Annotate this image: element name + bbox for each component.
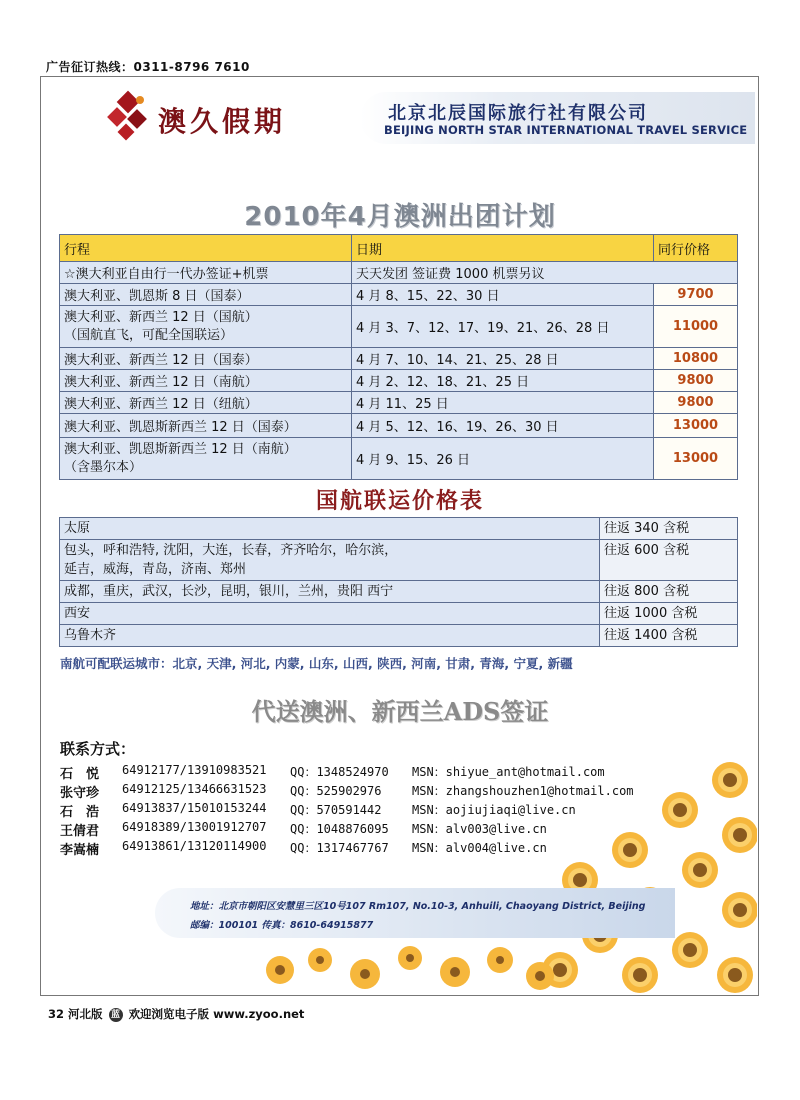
postcode-fax-line: 邮编：100101 传真：8610-64915877: [190, 920, 374, 931]
plan-title: 2010年4月澳洲出团计划: [244, 202, 556, 232]
route-cell: 澳大利亚、凯恩斯新西兰 12 日（国泰）: [60, 414, 352, 438]
cities-cell: 西安: [60, 603, 600, 625]
price-cell: 9700: [654, 284, 738, 306]
price-cell: 13000: [654, 438, 738, 480]
cities-line-1: 包头，呼和浩特, 沈阳，大连，长春，齐齐哈尔，哈尔滨，: [64, 543, 398, 558]
contact-msn: MSN：shiyue_ant@hotmail.com: [412, 765, 605, 779]
logo-diamond-icon: [107, 91, 147, 141]
route-line-1: 澳大利亚、新西兰 12 日（国航）: [64, 309, 258, 325]
page-footer: [48, 1006, 304, 1022]
southern-airlines-note: 南航可配联运城市：北京, 天津, 河北, 内蒙, 山东, 山西, 陕西, 河南, 甘肃, 青海, 宁夏, 新疆: [60, 656, 573, 671]
table-row: [60, 370, 738, 392]
table-row: [60, 306, 738, 348]
dates-cell: 天天发团 签证费 1000 机票另议: [352, 262, 738, 284]
footer-text: 欢迎浏览电子版: [128, 1007, 210, 1021]
table-row: [60, 625, 738, 647]
table-row: [60, 414, 738, 438]
contact-name: 石 悦: [60, 767, 100, 782]
cities-cell: [60, 540, 600, 581]
tour-schedule-table: [59, 234, 738, 480]
contact-phone: 64912125/13466631523: [122, 782, 267, 796]
route-line-2: （含墨尔本）: [64, 459, 143, 475]
contact-qq: QQ：1048876095: [290, 822, 389, 836]
contact-name: 石 浩: [60, 805, 100, 820]
ad-hotline: 广告征订热线：0311-8796 7610: [46, 60, 250, 74]
ads-visa-title: 代送澳洲、新西兰ADS签证: [251, 697, 549, 726]
price-cell: 11000: [654, 306, 738, 348]
edition-label: 河北版: [68, 1007, 103, 1021]
dates-cell: 4 月 7、10、14、21、25、28 日: [352, 348, 654, 370]
contact-label: 联系方式：: [60, 740, 136, 758]
table-row: [60, 262, 738, 284]
contact-phone: 64912177/13910983521: [122, 763, 267, 777]
header-price: 同行价格: [654, 235, 738, 262]
fare-cell: 往返 340 含税: [600, 518, 738, 540]
contact-qq: QQ：525902976: [290, 784, 382, 798]
table-row: [60, 540, 738, 581]
contact-phone: 64918389/13001912707: [122, 820, 267, 834]
price-cell: 10800: [654, 348, 738, 370]
fare-table-title: 国航联运价格表: [315, 489, 484, 514]
route-cell: ☆澳大利亚自由行一代办签证+机票: [60, 262, 352, 284]
table-row: [60, 581, 738, 603]
contact-msn: MSN：alv004@live.cn: [412, 841, 547, 855]
cities-line-2: 延吉，威海，青岛，济南、郑州: [64, 562, 247, 577]
contact-name: 王倩君: [60, 824, 100, 839]
dates-cell: 4 月 9、15、26 日: [352, 438, 654, 480]
route-cell: 澳大利亚、新西兰 12 日（南航）: [60, 370, 352, 392]
dates-cell: 4 月 3、7、12、17、19、21、26、28 日: [352, 306, 654, 348]
dates-cell: 4 月 5、12、16、19、26、30 日: [352, 414, 654, 438]
brand-logo-text: 澳久假期: [158, 105, 287, 138]
price-cell: 13000: [654, 414, 738, 438]
connection-fare-table: [59, 517, 738, 647]
footer-url[interactable]: www.zyoo.net: [213, 1007, 305, 1021]
contact-phone: 64913837/15010153244: [122, 801, 267, 815]
price-cell: 9800: [654, 392, 738, 414]
contact-name: 李嵩楠: [60, 843, 100, 858]
address-line: 地址：北京市朝阳区安慧里三区10号107 Rm107, No.10-3, Anhuili, Chaoyang District, Beijing: [190, 901, 646, 912]
agency-name-cn: 北京北辰国际旅行社有限公司: [388, 103, 648, 124]
route-cell: [60, 306, 352, 348]
route-line-1: 澳大利亚、凯恩斯新西兰 12 日（南航）: [64, 441, 297, 457]
fare-cell: 往返 1400 含税: [600, 625, 738, 647]
cities-cell: 太原: [60, 518, 600, 540]
table-row: [60, 348, 738, 370]
table-row: [60, 518, 738, 540]
table-header-row: [60, 235, 738, 262]
contact-phone: 64913861/13120114900: [122, 839, 267, 853]
route-line-2: （国航直飞，可配全国联运）: [64, 327, 234, 343]
price-cell: 9800: [654, 370, 738, 392]
contact-qq: QQ：1348524970: [290, 765, 389, 779]
fare-cell: 往返 1000 含税: [600, 603, 738, 625]
route-cell: 澳大利亚、新西兰 12 日（国泰）: [60, 348, 352, 370]
contact-msn: MSN：zhangshouzhen1@hotmail.com: [412, 784, 634, 798]
contact-msn: MSN：aojiujiaqi@live.cn: [412, 803, 576, 817]
dates-cell: 4 月 11、25 日: [352, 392, 654, 414]
dates-cell: 4 月 2、12、18、21、25 日: [352, 370, 654, 392]
table-row: [60, 438, 738, 480]
edition-badge: 蓝: [109, 1008, 123, 1022]
contact-qq: QQ：570591442: [290, 803, 382, 817]
header-route: 行程: [60, 235, 352, 262]
dates-cell: 4 月 8、15、22、30 日: [352, 284, 654, 306]
route-cell: 澳大利亚、新西兰 12 日（纽航）: [60, 392, 352, 414]
contact-qq: QQ：1317467767: [290, 841, 389, 855]
cities-cell: 乌鲁木齐: [60, 625, 600, 647]
contact-name: 张守珍: [60, 786, 100, 801]
agency-name-en: BEIJING NORTH STAR INTERNATIONAL TRAVEL SERVICE: [384, 123, 748, 137]
contact-msn: MSN：alv003@live.cn: [412, 822, 547, 836]
table-row: [60, 284, 738, 306]
sunflower-border-icon: [200, 930, 560, 994]
fare-cell: 往返 800 含税: [600, 581, 738, 603]
table-row: [60, 603, 738, 625]
route-cell: [60, 438, 352, 480]
table-row: [60, 392, 738, 414]
cities-cell: 成都，重庆，武汉，长沙，昆明，银川，兰州，贵阳 西宁: [60, 581, 600, 603]
page-number: 32: [48, 1007, 65, 1021]
header-dates: 日期: [352, 235, 654, 262]
fare-cell: 往返 600 含税: [600, 540, 738, 581]
route-cell: 澳大利亚、凯恩斯 8 日（国泰）: [60, 284, 352, 306]
